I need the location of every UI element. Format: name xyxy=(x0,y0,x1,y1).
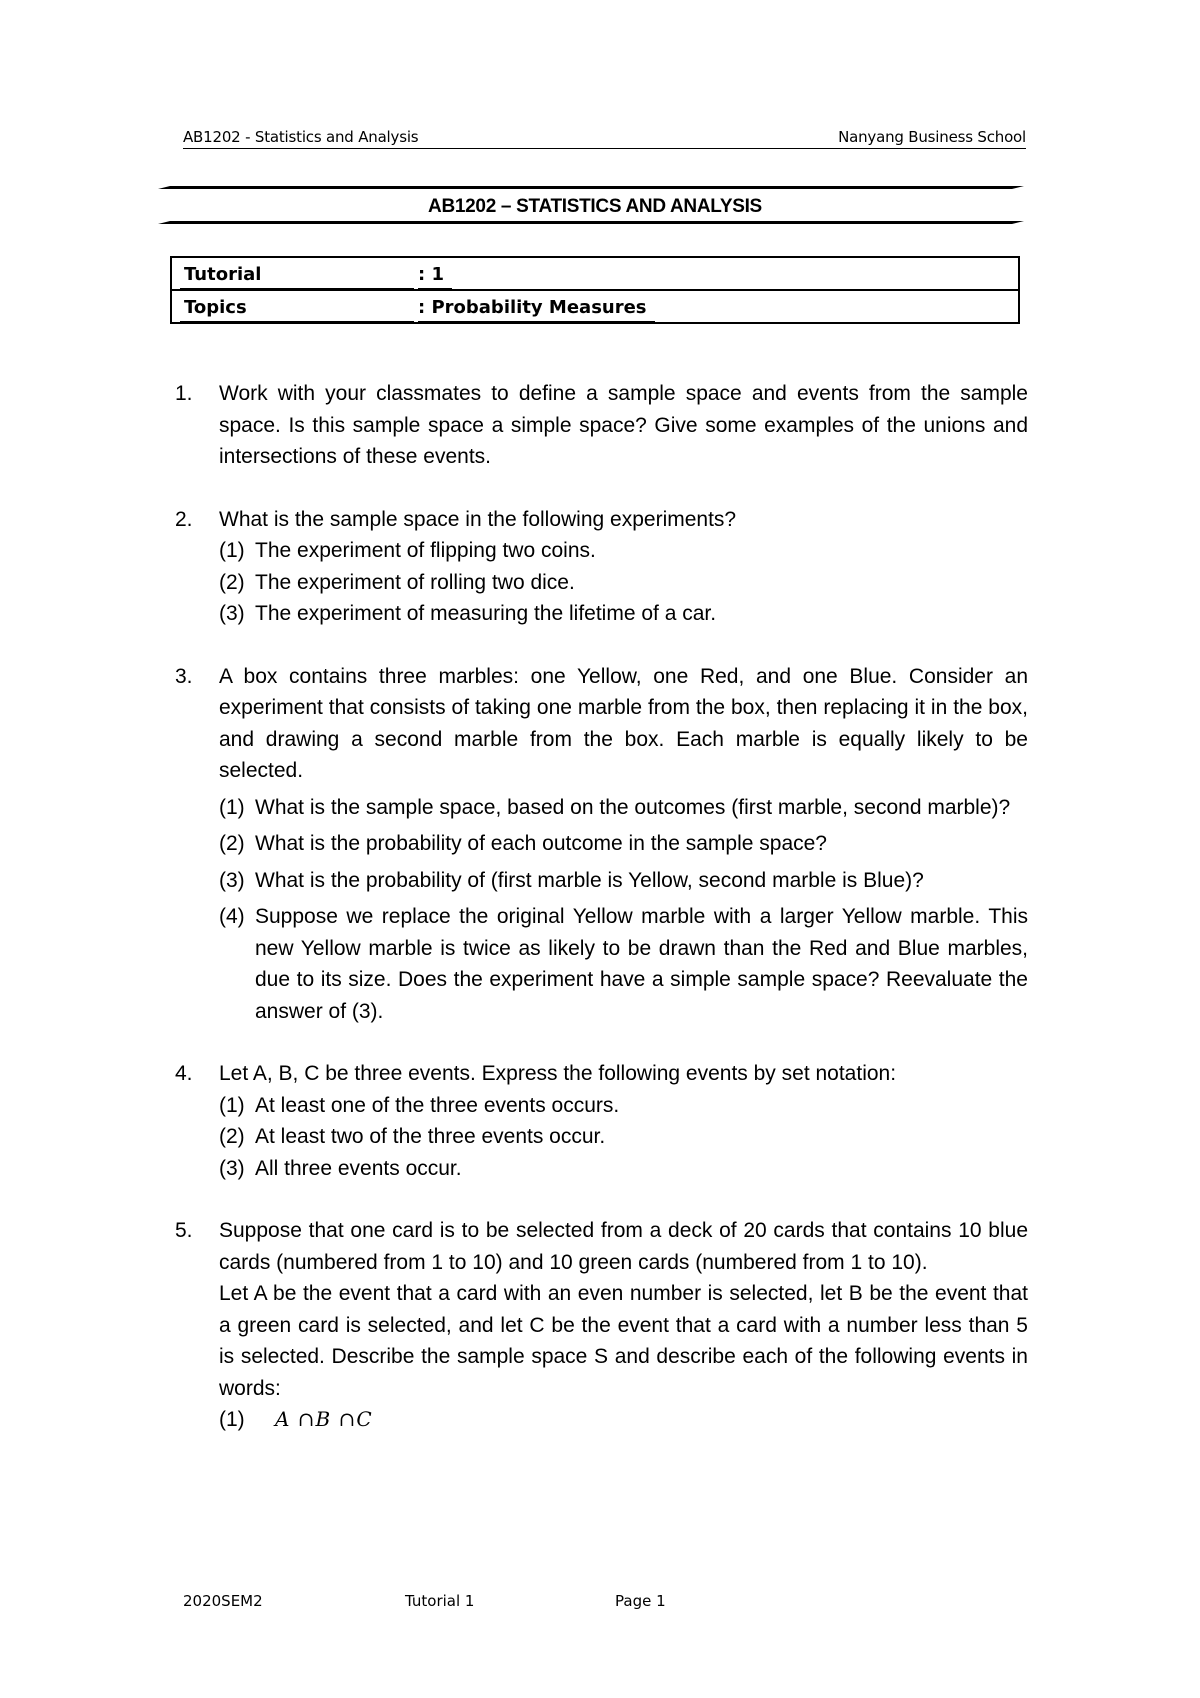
sub-question-text: At least one of the three events occurs. xyxy=(255,1093,620,1117)
sub-question-text: What is the probability of (first marble is Yellow, second marble is Blue)? xyxy=(255,868,924,892)
tutorial-info-table xyxy=(170,256,1020,324)
sub-question-number: (2) xyxy=(219,1125,245,1148)
question-5 xyxy=(175,1215,1028,1436)
header-school: Nanyang Business School xyxy=(838,128,1026,146)
sub-question xyxy=(219,1121,1028,1153)
footer-semester: 2020SEM2 xyxy=(183,1592,263,1610)
sub-question-text: The experiment of rolling two dice. xyxy=(255,570,575,594)
document-title: AB1202 – STATISTICS AND ANALYSIS xyxy=(428,196,762,217)
header-course: AB1202 - Statistics and Analysis xyxy=(183,128,419,146)
question-text-continued: Let A be the event that a card with an even number is selected, let B be the event that a green card is selected, and let C be the event that a card with a number less than 5 is selected. Describe the sample space S and describe each of the following events in words: xyxy=(219,1282,1028,1400)
title-rule-top xyxy=(170,186,1012,189)
sub-question-number: (1) xyxy=(219,1093,245,1117)
sub-question-text: All three events occur. xyxy=(255,1156,462,1180)
question-number: 2. xyxy=(175,507,193,531)
sub-question xyxy=(219,901,1028,1027)
header-rule xyxy=(183,148,1026,149)
sub-question xyxy=(219,865,1028,897)
question-4 xyxy=(175,1058,1028,1184)
sub-question xyxy=(219,1404,1028,1436)
tutorial-label: Tutorial xyxy=(184,264,262,285)
sub-question-number: (3) xyxy=(219,868,245,892)
topics-row xyxy=(172,289,1018,322)
question-1 xyxy=(175,378,1028,473)
footer-page-number: Page 1 xyxy=(615,1592,666,1610)
sub-question xyxy=(219,792,1028,824)
sub-question xyxy=(219,828,1028,860)
question-list xyxy=(175,378,1028,1467)
sub-question xyxy=(219,1153,1028,1185)
sub-question-text: The experiment of measuring the lifetime of a car. xyxy=(255,602,717,625)
sub-question xyxy=(219,535,1028,567)
tutorial-row xyxy=(172,258,1018,289)
sub-question xyxy=(219,598,1028,630)
sub-question-number: (3) xyxy=(219,1156,245,1180)
sub-question xyxy=(219,567,1028,599)
sub-question-text: At least two of the three events occur. xyxy=(255,1125,606,1148)
question-number: 3. xyxy=(175,664,193,688)
question-text: What is the sample space in the following experiments? xyxy=(219,507,737,531)
sub-question-number: (1) xyxy=(219,1408,245,1431)
question-3 xyxy=(175,661,1028,1028)
sub-question-number: (3) xyxy=(219,602,245,625)
question-text: Let A, B, C be three events. Express the following events by set notation: xyxy=(219,1062,897,1085)
sub-question-number: (1) xyxy=(219,795,245,819)
question-number: 4. xyxy=(175,1062,193,1085)
title-rule-bottom xyxy=(170,221,1012,224)
question-2 xyxy=(175,504,1028,630)
topics-label: Topics xyxy=(184,297,247,318)
sub-question-number: (2) xyxy=(219,570,245,594)
sub-question-text: What is the probability of each outcome in the sample space? xyxy=(255,832,827,855)
question-text: A box contains three marbles: one Yellow, one Red, and one Blue. Consider an experiment that consists of taking one marble from the box, then replacing it in the box, and drawing a second marble from the box. Each marble is equally likely to be selected. xyxy=(219,664,1028,782)
sub-question-text: Suppose we replace the original Yellow marble with a larger Yellow marble. This new Yellow marble is twice as likely to be drawn than the Red and Blue marbles, due to its size. Does the experiment have a simple sample space? Reevaluate the answer of (3). xyxy=(255,905,1028,1023)
sub-question-text: What is the sample space, based on the outcomes (first marble, second marble)? xyxy=(255,795,1011,819)
set-intersection-expression: A ∩B ∩C xyxy=(275,1407,373,1431)
page-footer xyxy=(183,1592,883,1612)
sub-question-number: (1) xyxy=(219,539,245,562)
sub-question-text: The experiment of flipping two coins. xyxy=(255,539,596,562)
sub-question-number: (4) xyxy=(219,905,245,928)
topics-value: : Probability Measures xyxy=(418,297,647,318)
question-text: Suppose that one card is to be selected from a deck of 20 cards that contains 10 blue cards (numbered from 1 to 10) and 10 green cards (numbered from 1 to 10). xyxy=(219,1219,1028,1274)
question-number: 5. xyxy=(175,1219,193,1242)
question-number: 1. xyxy=(175,382,193,405)
sub-question-number: (2) xyxy=(219,832,245,855)
sub-question xyxy=(219,1090,1028,1122)
footer-tutorial: Tutorial 1 xyxy=(405,1592,475,1610)
tutorial-value: : 1 xyxy=(418,264,444,285)
question-text: Work with your classmates to define a sample space and events from the sample space. Is this sample space a simple space? Give some examples of the unions and intersections of these events. xyxy=(219,382,1028,468)
